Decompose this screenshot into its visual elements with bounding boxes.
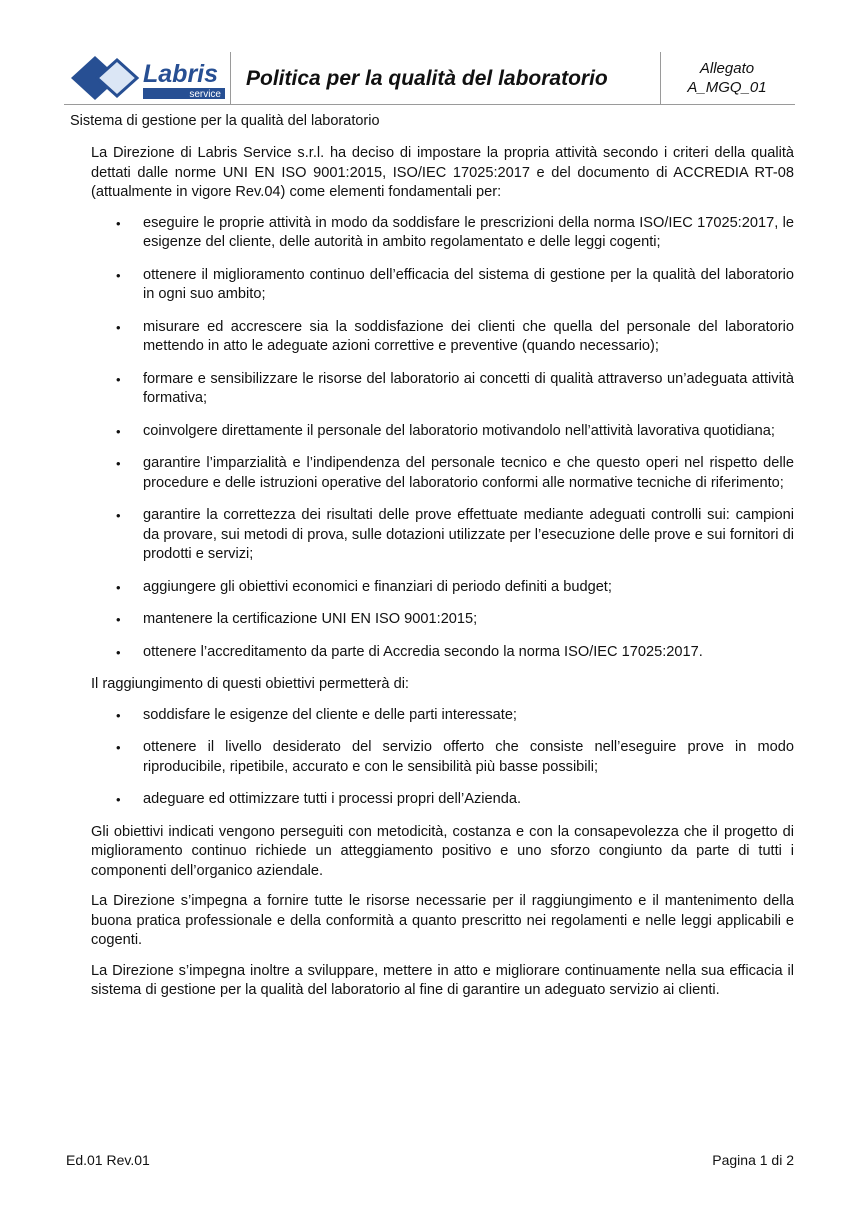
footer-edition: Ed.01 Rev.01 (66, 1152, 150, 1168)
list-item-text: garantire la correttezza dei risultati delle prove effettuate mediante adeguati controlli sui: campioni da provare, sui metodi di prova, sulle dotazioni utilizzate per l’esecuzione delle prove e sui fornitori di prodotti e servizi; (143, 507, 794, 562)
list-item (91, 318, 794, 357)
logo-brand-text: Labris (143, 60, 219, 88)
list-item-text: eseguire le proprie attività in modo da soddisfare le prescrizioni della norma ISO/IEC 17025:2017, le esigenze del cliente, delle autorità in ambito regolamentato e delle leggi cogenti; (143, 214, 794, 250)
list-item-text: soddisfare le esigenze del cliente e delle parti interessate; (143, 706, 517, 723)
list-item (91, 578, 794, 598)
list-item-text: ottenere l’accreditamento da parte di Accredia secondo la norma ISO/IEC 17025:2017. (143, 643, 703, 660)
logo-service-text: service (189, 89, 221, 100)
list-item (91, 643, 794, 663)
bullet-icon: • (116, 423, 121, 439)
list-item-text: formare e sensibilizzare le risorse del laboratorio ai concetti di qualità attraverso un’adeguata attività formativa; (143, 370, 794, 406)
list-item (91, 370, 794, 409)
bullet-icon: • (116, 508, 121, 523)
list-item (91, 266, 794, 305)
bullet-icon: • (116, 612, 121, 627)
closing-paragraph: La Direzione s’impegna a fornire tutte le risorse necessarie per il raggiungimento e il mantenimento della buona pratica professionale e della conformità a quanto prescritto nei regolamenti e nelle leggi applicabili e cogenti. (91, 893, 794, 948)
bullet-icon: • (116, 579, 121, 595)
bullet-icon: • (116, 644, 121, 660)
bullet-icon: • (116, 371, 121, 387)
bullet-icon: • (116, 267, 121, 283)
bullet-icon: • (116, 740, 121, 755)
closing-paragraph: La Direzione s’impegna inoltre a sviluppare, mettere in atto e migliorare continuamente nella sua efficacia il sistema di gestione per la qualità del laboratorio al fine di garantire un adeguato servizio ai clienti. (91, 962, 794, 998)
document-header (64, 50, 795, 106)
list-item-text: ottenere il miglioramento continuo dell’efficacia del sistema di gestione per la qualità del laboratorio in ogni suo ambito; (143, 266, 794, 302)
bullet-icon: • (116, 319, 121, 335)
bullet-icon: • (116, 707, 121, 723)
annex-code: A_MGQ_01 (687, 79, 767, 96)
list-item (91, 790, 794, 810)
annex-label: Allegato (699, 60, 755, 77)
section-title: Sistema di gestione per la qualità del laboratorio (70, 113, 380, 129)
list-item (91, 738, 794, 777)
header-divider-right (660, 52, 661, 104)
bullet-icon: • (116, 215, 121, 231)
objectives-list (91, 214, 794, 663)
header-rule (64, 104, 795, 105)
document-title: Politica per la qualità del laboratorio (246, 67, 608, 90)
list-item-text: garantire l’imparzialità e l’indipendenza del personale tecnico e che questo operi nel rispetto delle procedure e delle istruzioni operative del laboratorio conformi alle normative tecniche di riferimento; (143, 455, 794, 491)
footer-page-number: Pagina 1 di 2 (712, 1152, 794, 1168)
list-item (91, 422, 794, 442)
outcomes-list (91, 706, 794, 810)
list-item-text: ottenere il livello desiderato del servizio offerto che consiste nell’eseguire prove in modo riproducibile, ripetibile, accurato e con le sensibilità più basse possibili; (143, 739, 794, 775)
annex-box (672, 59, 782, 97)
list-item-text: adeguare ed ottimizzare tutti i processi propri dell’Azienda. (143, 791, 522, 807)
outcomes-intro: Il raggiungimento di questi obiettivi permetterà di: (91, 676, 409, 692)
bullet-icon: • (116, 456, 121, 471)
list-item (91, 506, 794, 565)
list-item-text: misurare ed accrescere sia la soddisfazione dei clienti che quella del personale del laboratorio mettendo in atto le adeguate azioni correttive e preventive (quando necessario); (143, 318, 794, 354)
list-item-text: aggiungere gli obiettivi economici e finanziari di periodo definiti a budget; (143, 578, 612, 595)
list-item (91, 214, 794, 253)
header-divider-left (230, 52, 231, 104)
list-item (91, 610, 794, 630)
list-item-text: mantenere la certificazione UNI EN ISO 9001:2015; (143, 611, 478, 627)
bullet-icon: • (116, 792, 121, 807)
list-item (91, 706, 794, 726)
list-item (91, 454, 794, 493)
list-item-text: coinvolgere direttamente il personale del laboratorio motivandolo nell’attività lavorativa quotidiana; (143, 422, 775, 439)
document-body (91, 144, 794, 1012)
intro-paragraph: La Direzione di Labris Service s.r.l. ha deciso di impostare la propria attività secondo i criteri della qualità dettati dalle norme UNI EN ISO 9001:2015, ISO/IEC 17025:2017 e del documento di ACCREDIA RT-08 (attualmente in vigore Rev.04) come elementi fondamentali per: (91, 145, 794, 200)
closing-paragraph: Gli obiettivi indicati vengono perseguiti con metodicità, costanza e con la consapevolezza che il progetto di miglioramento continuo richiede un atteggiamento positivo e uno sforzo congiunto da parte di tutti i componenti dell’organico aziendale. (91, 823, 794, 879)
labris-logo (69, 52, 229, 104)
